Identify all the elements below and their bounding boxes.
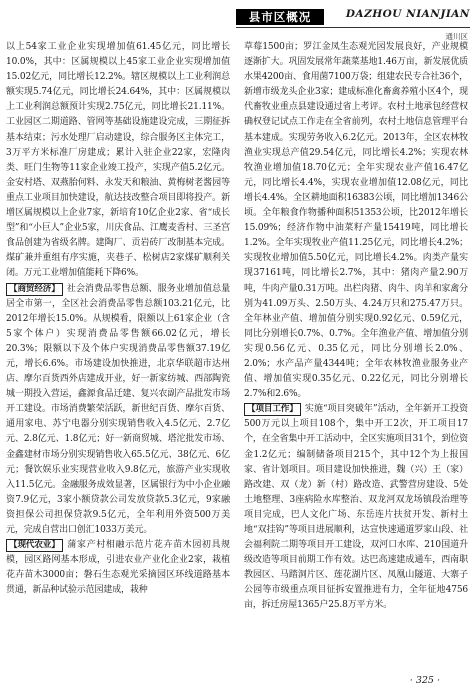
heading-projects: 【项目工作】 xyxy=(244,403,301,416)
paragraph-projects xyxy=(244,402,468,613)
section-label: 县市区概况 xyxy=(236,9,324,25)
paragraph-agriculture-continued: 草莓1500亩；罗江金凤生态观光园发展良好，产业规模逐渐扩大。巩固发展常年蔬菜基地1.46万亩，新发展优质水果4200亩、食用菌7100万袋；组建农民专合社36个，新增市级龙头企业3家；建成标准化畜禽养殖小区4个，现代畜牧业重点县建设通过省上考评。农村土地承包经营权确权登记试点工作走在全省前列，农村土地信息管理平台基本建成。实现劳务收入6.2亿元。2013年，全区农林牧渔业实现总产值29.54亿元，同比增长4.2%；实现农林牧渔业增加值18.70亿元；全年实现农业产值16.47亿元，同比增长4.4%，实现农业增加值12.08亿元，同比增长4.4%。全区耕地面积16383公顷，同比增加1346公顷。全年粮食作物播种面积51353公顷，比2012年增长15.09%；经济作物中油菜籽产量15419吨，同比增长1.2%。全年实现牧业产值11.25亿元，同比增长4.2%；实现牧业增加值5.50亿元，同比增长4.2%。肉类产量实现37161吨，同比增长2.7%，其中：猪肉产量2.90万吨，牛肉产量0.31万吨。出栏肉猪、肉牛、肉羊和家禽分别为41.09万头、2.50万头、4.24万只和275.47万只。全年林业产值、增加值分别实现0.92亿元、0.59亿元，同比分别增长0.7%、0.7%。全年渔业产值、增加值分别实现0.56亿元、0.35亿元，同比分别增长2.0%、2.0%；水产品产量4344吨；全年农林牧渔业服务业产值、增加值实现0.35亿元、0.22亿元，同比分别增长2.7%和2.6%。 xyxy=(244,42,468,400)
right-column xyxy=(244,40,468,676)
heading-agriculture: 【现代农业】 xyxy=(6,539,63,552)
header-rule xyxy=(236,27,470,28)
paragraph-agriculture xyxy=(6,538,230,598)
publication-title: DAZHOU NIANJIAN xyxy=(345,8,470,20)
region-label: 通川区 xyxy=(445,32,468,41)
paragraph-commerce xyxy=(6,282,230,539)
paragraph-projects-text: 实施“项目突破年”活动，全年新开工投资500万元以上项目108个，集中开工2次，开工项目17个，在全省集中开工活动中，全区实施项目31个，到位资金1.2亿元；编制储备项目215个，其中12个为上报国家、省计划项目。项目建设加快推进，魏（兴）王（家）路改建、双（龙）新（村）路改造、武警营房建设、5处土地整理、3座病险水库整治、双龙河双龙场镇段治理等项目完成，巴人文化广场、东岳连片扶贫开发、新村土地“双挂钩”等项目进展顺利，达宣快速通道罗家山段、社会福利院二期等项目开工建设，双河口水库、210国道升级改造等项目前期工作有效。达巴高速建成通车，西南职教园区、马踏洞片区、莲花湖片区、凤凰山隧道、大寨子公园等市级重点项目征拆安置推进有力，全年征地4756亩，拆迁房屋1365户25.8万平方米。 xyxy=(244,404,468,611)
page-number: · 325 · xyxy=(409,675,440,686)
paragraph-agriculture-text: 蒲家产村相融示范片花卉苗木园初具规模，园区路网基本形成，引进农业产业化企业2家，栽植花卉苗木3000亩；磐石生态观光采摘园区环线道路基本贯通，新品种试验示范园建成，栽种 xyxy=(6,540,230,596)
page-header xyxy=(0,0,474,41)
paragraph-industry: 以上54家工业企业实现增加值61.45亿元，同比增长10.0%，其中：区属规模以上45家工业企业实现增加值15.02亿元，同比增长12.2%。辖区规模以上工业利润总额实现5.74亿元，同比增长24.64%，其中：区属规模以上工业利润总额预计实现2.75亿元，同比增长21.11%。工业园区二期道路、管网等基础设施建设完成，三期征拆基本结束；污水处理厂启动建设，综合服务区主体完工，3万平方米标准厂房建成；累计入驻企业22家，宏隆肉类、旺门生物等11家企业竣工投产，实现产值5.2亿元。金安村塔、双燕胎何料、永发天和粮油、黄梅树老酱园等重点工业项目加快建设，航达技改整合项目即将投产。新增区属规模以上企业7家，新培育10亿企业2家、省“成长型”和“小巨人”企业5家，川庆食品、江鹰麦香村、三圣宫食品创建为省级名牌。建陶厂、贡岩砖厂改制基本完成。煤矿兼并重组有序实施，夹巷子、松树店2家煤矿顺利关闭。万元工业增加值能耗下降6%。 xyxy=(6,42,230,279)
heading-commerce: 【商贸经济】 xyxy=(6,283,63,296)
paragraph-commerce-text: 社会消费品零售总额、服务业增加值总量居全市第一，全区社会消费品零售总额103.21亿元，比2012年增长15.0%。从规模看，限额以上61家企业（含5家个体户）实现消费品零售额66.02亿元，增长20.3%；限额以下及个体户实现消费品零售额37.19亿元，增长6.6%。市场建设加快推进，北京华联超市达州店、摩尔百货西外店建成开业，好一新家纺城、西部陶瓷城一期投入营运，鑫源食品迁建、复兴农副产品批发市场开工建设。市场消费繁荣活跃，新世纪百货、摩尔百货、通用家电、苏宁电器分别实现销售收入4.5亿元、2.7亿元、2.8亿元、1.8亿元；好一新商贸城、塔沱批发市场、金鑫建材市场分别实现销售收入65.5亿元、38亿元、6亿元；餐饮娱乐业实现营业收入9.8亿元，旅游产业实现收入11.5亿元。金融服务成效显著，区属银行为中小企业融资7.9亿元，3家小额贷款公司发放贷款5.3亿元，9家融资担保公司担保贷款9.5亿元，全年利用外资500万美元，完成自营出口创汇1033万美元。 xyxy=(6,283,230,535)
left-column xyxy=(6,40,230,676)
